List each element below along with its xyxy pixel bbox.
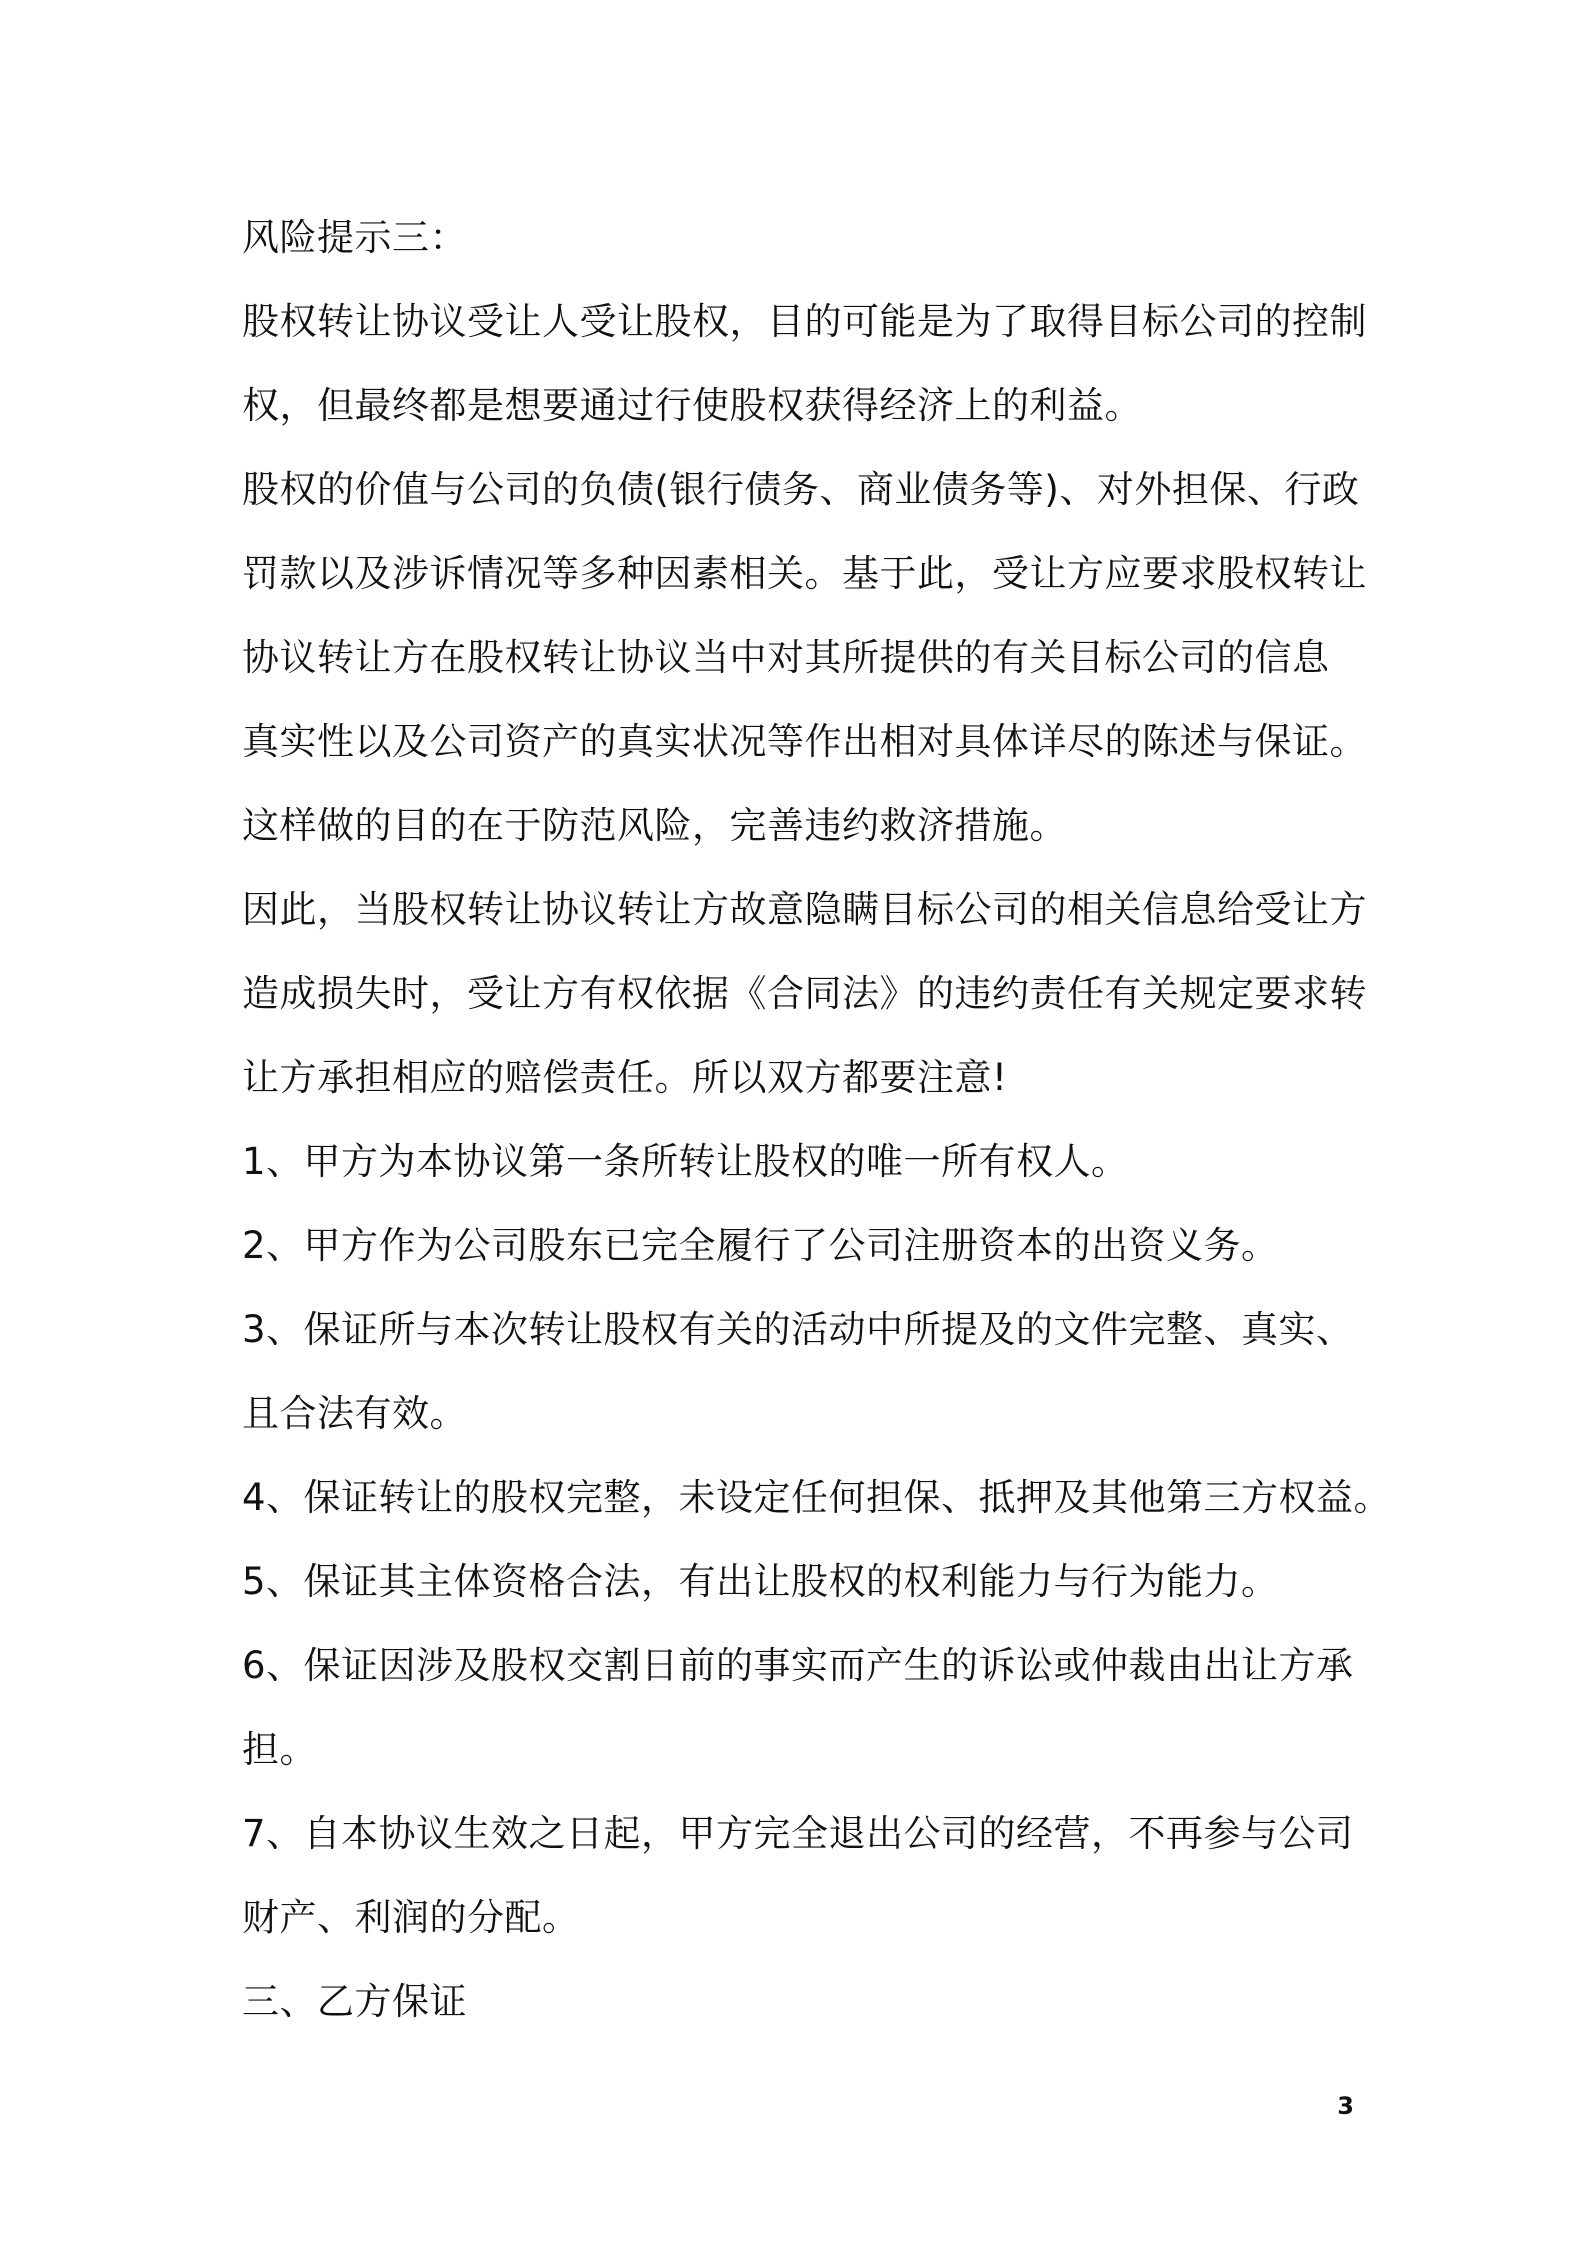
text-line: 协议转让方在股权转让协议当中对其所提供的有关目标公司的信息 [242,636,1330,679]
list-item: 7、自本协议生效之日起，甲方完全退出公司的经营，不再参与公司 [242,1812,1354,1855]
text-line: 股权转让协议受让人受让股权，目的可能是为了取得目标公司的控制 [242,300,1367,343]
text-line: 风险提示三： [242,216,467,259]
document-body [242,196,1392,2044]
list-item: 5、保证其主体资格合法，有出让股权的权利能力与行为能力。 [242,1560,1279,1603]
text-line: 罚款以及涉诉情况等多种因素相关。基于此，受让方应要求股权转让 [242,552,1367,595]
list-item: 2、甲方作为公司股东已完全履行了公司注册资本的出资义务。 [242,1224,1279,1267]
text-line: 权，但最终都是想要通过行使股权获得经济上的利益。 [242,384,1142,427]
text-line: 这样做的目的在于防范风险，完善违约救济措施。 [242,804,1067,847]
section-heading: 三、乙方保证 [242,1980,467,2023]
list-item-continuation: 财产、利润的分配。 [242,1896,580,1939]
text-line: 造成损失时，受让方有权依据《合同法》的违约责任有关规定要求转 [242,972,1367,1015]
list-item: 4、保证转让的股权完整，未设定任何担保、抵押及其他第三方权益。 [242,1476,1392,1519]
text-line: 让方承担相应的赔偿责任。所以双方都要注意! [242,1056,1008,1099]
page-number: 3 [1337,2092,1354,2120]
text-line: 因此，当股权转让协议转让方故意隐瞒目标公司的相关信息给受让方 [242,888,1367,931]
list-item: 1、甲方为本协议第一条所转让股权的唯一所有权人。 [242,1140,1129,1183]
text-line: 股权的价值与公司的负债(银行债务、商业债务等)、对外担保、行政 [242,468,1360,511]
text-line: 真实性以及公司资产的真实状况等作出相对具体详尽的陈述与保证。 [242,720,1367,763]
list-item: 3、保证所与本次转让股权有关的活动中所提及的文件完整、真实、 [242,1308,1354,1351]
list-item-continuation: 担。 [242,1728,317,1771]
list-item: 6、保证因涉及股权交割日前的事实而产生的诉讼或仲裁由出让方承 [242,1644,1354,1687]
list-item-continuation: 且合法有效。 [242,1392,467,1435]
